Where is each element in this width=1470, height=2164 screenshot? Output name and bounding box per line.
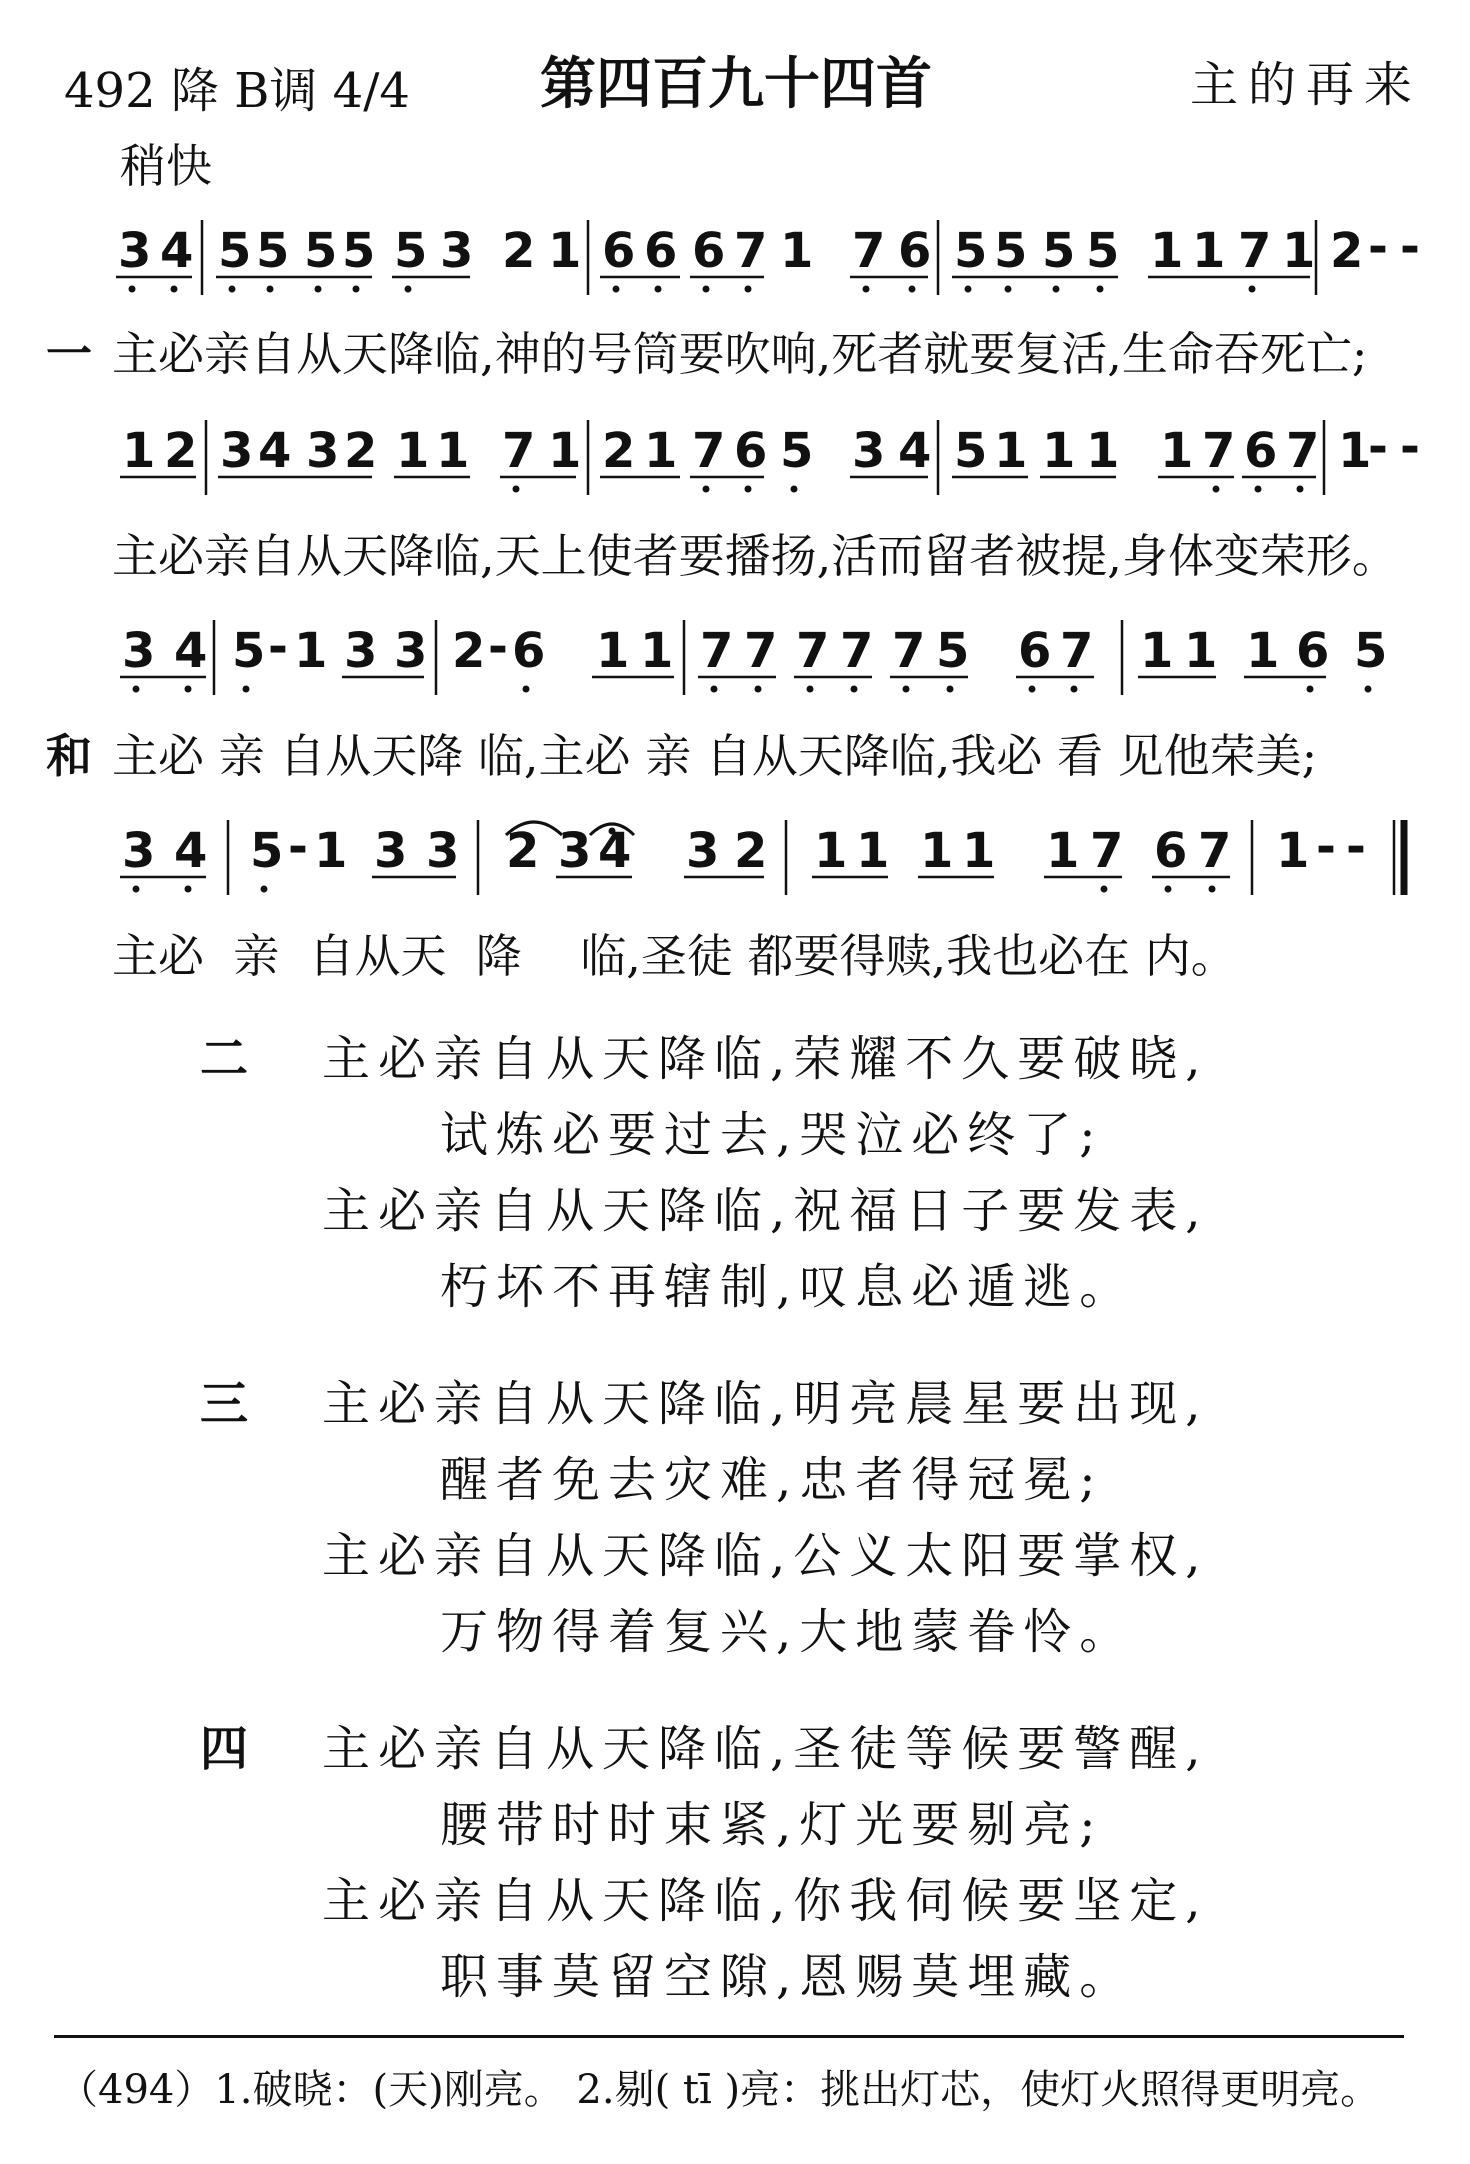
note: 6	[734, 423, 768, 479]
note: 5	[1042, 223, 1076, 279]
note: 1	[548, 223, 582, 279]
notation-row-2	[0, 405, 1470, 505]
note: 5	[304, 223, 338, 279]
note: 6	[512, 623, 546, 679]
verse-2-line-1: 主必亲自从天降临,荣耀不久要破晓,	[322, 1031, 1209, 1087]
verse-label-2: 二	[200, 1031, 249, 1087]
note: 2	[1330, 223, 1364, 279]
chorus-label: 和	[46, 729, 92, 783]
note: 1	[920, 823, 954, 879]
note: 3	[118, 223, 152, 279]
footnote: （494）1.破晓：(天)刚亮。 2.剔( tī )亮：挑出灯芯，使灯火照得更明亮。	[58, 2067, 1381, 2113]
verse-3-line-3: 主必亲自从天降临,公义太阳要掌权,	[322, 1528, 1209, 1584]
verse-3-line-1: 主必亲自从天降临,明亮晨星要出现,	[322, 1376, 1209, 1432]
note: 7	[744, 623, 778, 679]
verse-4-line-2: 腰带时时束紧,灯光要剔亮;	[440, 1797, 1104, 1853]
dash: -	[288, 819, 308, 875]
dash: -	[1400, 419, 1420, 475]
note: 4	[174, 623, 208, 679]
lyric-line-2: 主必亲自从天降临,天上使者要播扬,活而留者被提,身体变荣形。	[112, 529, 1398, 583]
note: 1	[436, 423, 470, 479]
note: 6	[1296, 623, 1330, 679]
note: 3	[122, 823, 156, 879]
note: 3	[440, 223, 474, 279]
lyric-line-3: 主必 亲 自从天降 临,主必 亲 自从天降临,我必 看 见他荣美;	[112, 729, 1318, 783]
note: 2	[602, 423, 636, 479]
note: 6	[1244, 423, 1278, 479]
music-row-2	[0, 405, 1470, 495]
note: 4	[160, 223, 194, 279]
note: 7	[1238, 223, 1272, 279]
note: 7	[892, 623, 926, 679]
note: 7	[1060, 623, 1094, 679]
note: 7	[502, 423, 536, 479]
notation-row-3	[0, 605, 1470, 705]
note: 2	[734, 823, 768, 879]
hymn-number-key: 492 降 B调 4/4	[64, 63, 410, 119]
note: 1	[314, 823, 348, 879]
note: 3	[394, 623, 428, 679]
note: 6	[644, 223, 678, 279]
dash: -	[1346, 819, 1366, 875]
note: 1	[644, 423, 678, 479]
note: 5	[218, 223, 252, 279]
dash: -	[1316, 819, 1336, 875]
hymn-name: 主的再来	[1190, 57, 1423, 113]
note: 5	[954, 223, 988, 279]
note: 1	[1192, 223, 1226, 279]
note: 1	[1246, 623, 1280, 679]
note: 4	[598, 823, 632, 879]
note: 5	[994, 223, 1028, 279]
verse-2-line-4: 朽坏不再辖制,叹息必遁逃。	[440, 1259, 1136, 1315]
note: 3	[558, 823, 592, 879]
note: 5	[780, 423, 814, 479]
note: 3	[344, 623, 378, 679]
note: 7	[1198, 823, 1232, 879]
notation-row-1	[0, 205, 1470, 305]
note: 6	[1154, 823, 1188, 879]
note: 2	[506, 823, 540, 879]
footnote-divider	[54, 2035, 1404, 2038]
verse-label-3: 三	[200, 1376, 249, 1432]
note: 2	[502, 223, 536, 279]
note: 2	[164, 423, 198, 479]
note: 3	[374, 823, 408, 879]
note: 3	[122, 623, 156, 679]
note: 6	[898, 223, 932, 279]
dash: -	[1368, 219, 1388, 275]
notation-row-4	[0, 805, 1470, 905]
note: 1	[962, 823, 996, 879]
note: 1	[122, 423, 156, 479]
note: 1	[1086, 423, 1120, 479]
verse-4-line-4: 职事莫留空隙,恩赐莫埋藏。	[440, 1949, 1136, 2005]
music-row-3	[0, 605, 1470, 695]
note: 5	[936, 623, 970, 679]
note: 3	[220, 423, 254, 479]
verse-4-line-1: 主必亲自从天降临,圣徒等候要警醒,	[322, 1721, 1209, 1777]
verse-label-4: 四	[200, 1721, 249, 1777]
note: 1	[856, 823, 890, 879]
verse-4-line-3: 主必亲自从天降临,你我伺候要坚定,	[322, 1873, 1209, 1929]
note: 1	[396, 423, 430, 479]
note: 1	[1338, 423, 1372, 479]
note: 6	[1018, 623, 1052, 679]
note: 5	[256, 223, 290, 279]
note: 4	[898, 423, 932, 479]
music-row-4	[0, 805, 1470, 895]
note: 1	[640, 623, 674, 679]
note: 2	[452, 623, 486, 679]
note: 4	[258, 423, 292, 479]
verse-3-line-2: 醒者免去灾难,忠者得冠冕;	[440, 1452, 1104, 1508]
dash: -	[488, 619, 508, 675]
note: 7	[700, 623, 734, 679]
note: 5	[250, 823, 284, 879]
note: 6	[692, 223, 726, 279]
note: 5	[394, 223, 428, 279]
dash: -	[1368, 419, 1388, 475]
dash: -	[1400, 219, 1420, 275]
note: 7	[692, 423, 726, 479]
note: 3	[306, 423, 340, 479]
note: 7	[852, 223, 886, 279]
note: 1	[814, 823, 848, 879]
note: 5	[954, 423, 988, 479]
note: 1	[294, 623, 328, 679]
verse-2-line-2: 试炼必要过去,哭泣必终了;	[440, 1107, 1104, 1163]
note: 1	[1184, 623, 1218, 679]
page-title: 第四百九十四首	[540, 51, 932, 117]
note: 3	[852, 423, 886, 479]
note: 1	[1046, 823, 1080, 879]
note: 6	[602, 223, 636, 279]
note: 1	[1140, 623, 1174, 679]
note: 1	[596, 623, 630, 679]
verse-number-1: 一	[46, 327, 92, 381]
verse-2-line-3: 主必亲自从天降临,祝福日子要发表,	[322, 1183, 1209, 1239]
note: 7	[734, 223, 768, 279]
tempo-marking: 稍快	[120, 139, 212, 193]
music-row-1	[0, 205, 1470, 295]
note: 7	[840, 623, 874, 679]
note: 7	[1286, 423, 1320, 479]
note: 1	[1150, 223, 1184, 279]
verse-3-line-4: 万物得着复兴,大地蒙眷怜。	[440, 1604, 1136, 1660]
note: 3	[426, 823, 460, 879]
note: 1	[1160, 423, 1194, 479]
note: 5	[342, 223, 376, 279]
note: 5	[232, 623, 266, 679]
note: 7	[796, 623, 830, 679]
note: 7	[1202, 423, 1236, 479]
note: 1	[1282, 223, 1316, 279]
note: 1	[548, 423, 582, 479]
lyric-line-4: 主必 亲 自从天 降 临,圣徒 都要得赎,我也必在 内。	[112, 929, 1237, 983]
note: 1	[994, 423, 1028, 479]
note: 4	[174, 823, 208, 879]
note: 3	[686, 823, 720, 879]
note: 5	[1354, 623, 1388, 679]
note: 5	[1086, 223, 1120, 279]
note: 1	[780, 223, 814, 279]
note: 1	[1042, 423, 1076, 479]
note: 2	[344, 423, 378, 479]
lyric-line-1: 主必亲自从天降临,神的号筒要吹响,死者就要复活,生命吞死亡;	[112, 327, 1368, 381]
note: 1	[1276, 823, 1310, 879]
dash: -	[268, 619, 288, 675]
note: 7	[1090, 823, 1124, 879]
